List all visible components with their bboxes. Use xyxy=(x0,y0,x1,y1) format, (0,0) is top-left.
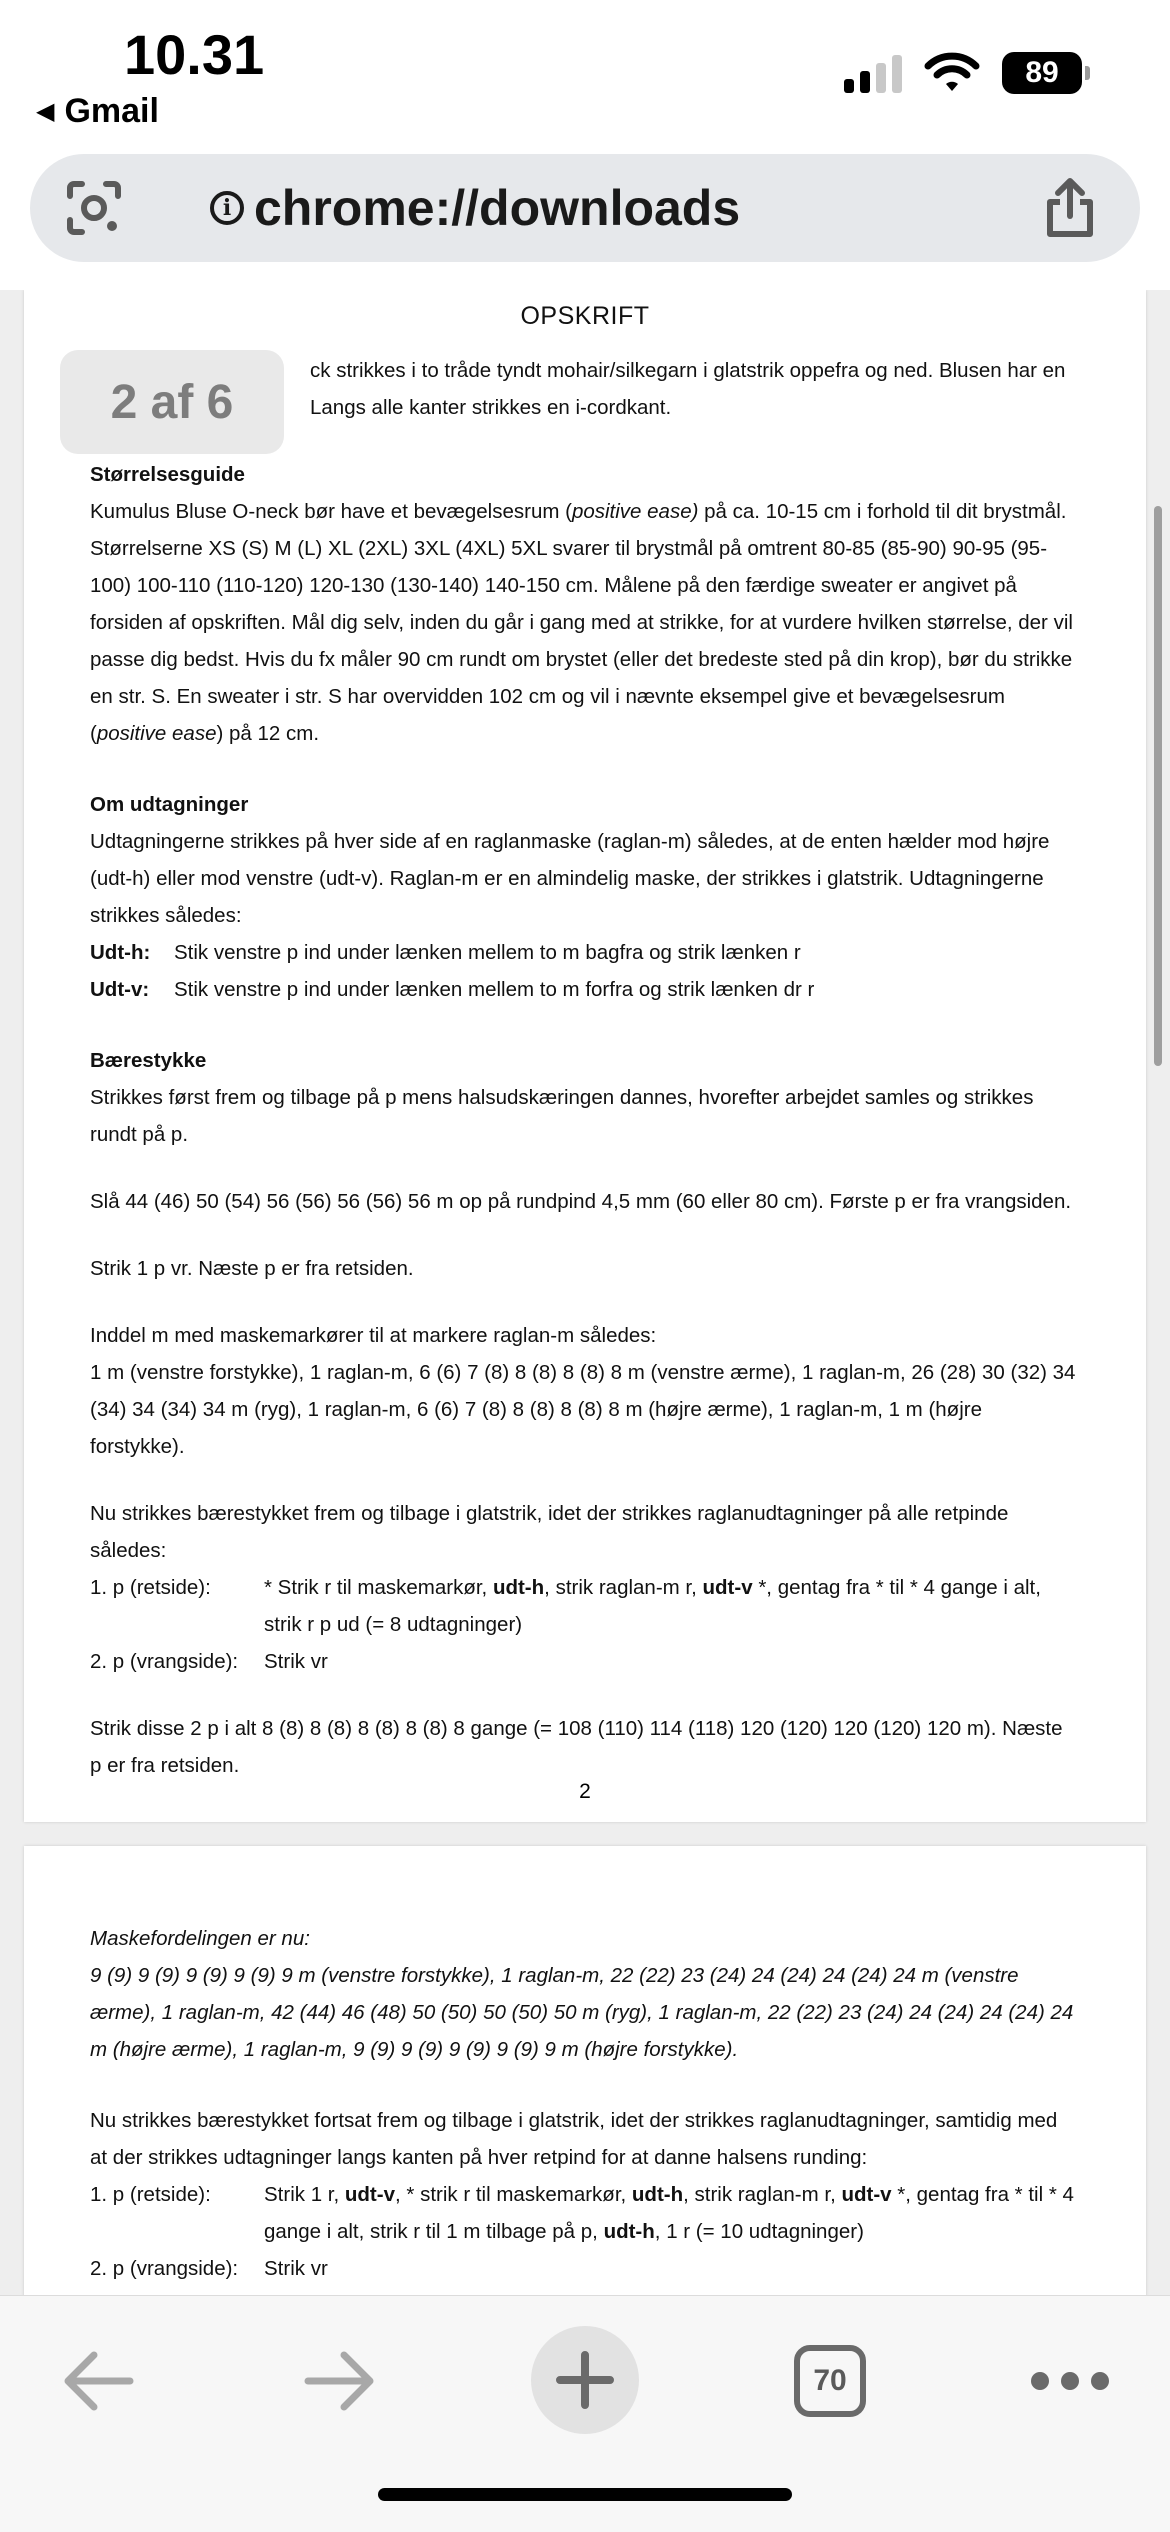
row-2-instruction: 2. p (vrangside): Strik vr xyxy=(90,1650,328,1673)
udt-h-row: Udt-h: Stik venstre p ind under lænken mellem to m bagfra og strik lænken r xyxy=(90,941,801,964)
wifi-icon xyxy=(924,52,980,94)
back-button[interactable] xyxy=(48,2326,148,2436)
row-1-instruction: 1. p (retside): Strik 1 r, udt-v, * strik r til maskemarkør, udt-h, strik raglan-m r, udt-v *, gentag fra * til * 4 gange i alt, strik r til 1 m tilbage på p, udt-h, 1 r (= 10 udtagninger) xyxy=(90,2183,1074,2243)
site-info-icon[interactable]: i xyxy=(210,191,244,225)
yoke-section xyxy=(90,1042,1078,1153)
address-bar[interactable] xyxy=(30,154,1140,262)
knit-rows-section: Nu strikkes bærestykket frem og tilbage i glatstrik, idet der strikkes raglanudtagninger på alle retpinde således: 1. p (retside): * Strik r til maskemarkør, udt-h, strik raglan-m r, udt-v *, gentag fra * til * 4 gange i alt, strik r p ud (= 8 udtagninger) 2. p (vrangside): Strik vr xyxy=(90,1495,1078,1680)
status-icons xyxy=(844,52,1090,94)
page-number: 2 xyxy=(579,1780,591,1803)
first-row-text: Strik 1 p vr. Næste p er fra retsiden. xyxy=(90,1257,414,1280)
address-area xyxy=(0,150,1170,290)
plus-icon xyxy=(556,2351,614,2409)
back-app-label: Gmail xyxy=(64,92,159,130)
more-menu-button[interactable] xyxy=(1010,2326,1130,2436)
markers-section: Inddel m med maskemarkører til at markere raglan-m således: 1 m (venstre forstykke), 1 raglan-m, 6 (6) 7 (8) 8 (8) 8 (8) 8 m (venstre ærme), 1 raglan-m, 26 (28) 30 (32) 34 (34) 34 (34) 34 m (ryg), 1 raglan-m, 6 (6) 7 (8) 8 (8) 8 (8) 8 m (højre ærme), 1 raglan-m, 1 m (højre forstykke). xyxy=(90,1324,1076,1458)
url-text: chrome://downloads xyxy=(254,180,741,236)
repeat-text: Strik disse 2 p i alt 8 (8) 8 (8) 8 (8) 8 (8) 8 gange (= 108 (110) 114 (118) 120 (120) 120 (120) 120 m). Næste p er fra retsiden. xyxy=(90,1717,1063,1777)
yoke-heading: Bærestykke xyxy=(90,1049,207,1072)
share-button[interactable] xyxy=(1040,176,1100,240)
pdf-viewer[interactable] xyxy=(0,290,1170,2295)
back-to-app-button[interactable] xyxy=(36,92,159,131)
continue-section: Nu strikkes bærestykket fortsat frem og tilbage i glatstrik, idet der strikkes raglanudtagninger, samtidig med at der strikkes udtagninger langs kanten på hver retpind for at danne halsens runding: 1. p (retside): Strik 1 r, udt-v, * strik r til maskemarkør, udt-h, strik raglan-m r, udt-v *, gentag fra * til * 4 gange i alt, strik r til 1 m tilbage på p, udt-h, 1 r (= 10 udtagninger) 2. p (vrangside): Strik vr xyxy=(90,2102,1078,2287)
increases-section xyxy=(90,786,1078,1008)
share-icon xyxy=(1040,176,1100,240)
pdf-page-3 xyxy=(24,1846,1146,2295)
tab-switcher-button[interactable] xyxy=(790,2326,870,2436)
row-2-instruction: 2. p (vrangside): Strik vr xyxy=(90,2257,328,2280)
yoke-text: Strikkes først frem og tilbage på p mens halsudskæringen dannes, hvorefter arbejdet samles og strikkes rundt på p. xyxy=(90,1086,1034,1146)
pdf-title: OPSKRIFT xyxy=(520,302,650,330)
cellular-signal-icon xyxy=(844,53,902,93)
cast-on-text: Slå 44 (46) 50 (54) 56 (56) 56 (56) 56 m op på rundpind 4,5 mm (60 eller 80 cm). Første p er fra vrangsiden. xyxy=(90,1190,1072,1213)
page-content xyxy=(90,352,1078,1814)
battery-level: 89 xyxy=(1002,52,1082,94)
size-guide-heading: Størrelsesguide xyxy=(90,463,245,486)
page-content xyxy=(90,1920,1078,2295)
increases-heading: Om udtagninger xyxy=(90,793,249,816)
home-indicator[interactable] xyxy=(378,2488,792,2501)
pdf-page-2 xyxy=(24,290,1146,1822)
lens-camera-icon[interactable] xyxy=(64,178,124,238)
back-triangle-icon: ◀ xyxy=(36,98,55,125)
new-tab-button[interactable] xyxy=(531,2326,639,2434)
url-display[interactable] xyxy=(210,154,740,262)
back-arrow-icon xyxy=(60,2349,136,2413)
distribution-section xyxy=(90,1920,1078,2068)
distribution-heading: Maskefordelingen er nu: xyxy=(90,1927,310,1950)
more-dots-icon xyxy=(1030,2369,1110,2393)
udt-v-row: Udt-v: Stik venstre p ind under lænken mellem to m forfra og strik lænken dr r xyxy=(90,978,815,1001)
forward-button[interactable] xyxy=(290,2326,390,2436)
tab-count: 70 xyxy=(794,2345,866,2417)
status-time: 10.31 xyxy=(124,23,265,86)
battery-icon xyxy=(1002,52,1090,94)
page-indicator: 2 af 6 xyxy=(60,350,284,454)
forward-arrow-icon xyxy=(302,2349,378,2413)
size-guide-section xyxy=(90,456,1078,752)
bottom-toolbar xyxy=(0,2295,1170,2532)
scrollbar[interactable] xyxy=(1154,506,1162,1066)
size-guide-text: Kumulus Bluse O-neck bør have et bevægelsesrum (positive ease) på ca. 10-15 cm i forhold til dit brystmål. Størrelserne XS (S) M (L) XL (2XL) 3XL (4XL) 5XL svarer til brystmål på omtrent 80-85 (85-90) 90-95 (95-100) 100-110 (110-120) 120-130 (130-140) 140-150 cm. Målene på den færdige sweater er angivet på forsiden af opskriften. Mål dig selv, inden du går i gang med at strikke, for at vurdere hvilken størrelse, der vil passe dig bedst. Hvis du fx måler 90 cm rundt om brystet (eller det bredeste sted på din krop), bør du strikke en str. S. En sweater i str. S har overvidden 102 cm og vil i nævnte eksempel give et bevægelsesrum (positive ease) på 12 cm. xyxy=(90,500,1073,745)
status-bar xyxy=(0,0,1170,150)
distribution-text: 9 (9) 9 (9) 9 (9) 9 (9) 9 m (venstre forstykke), 1 raglan-m, 22 (22) 23 (24) 24 (24) 24 (24) 24 m (venstre ærme), 1 raglan-m, 42 (44) 46 (48) 50 (50) 50 (50) 50 m (ryg), 1 raglan-m, 22 (22) 23 (24) 24 (24) 24 (24) 24 m (højre ærme), 1 raglan-m, 9 (9) 9 (9) 9 (9) 9 (9) 9 m (højre forstykke). xyxy=(90,1964,1074,2061)
intro-paragraph: ck strikkes i to tråde tyndt mohair/silkegarn i glatstrik oppefra og ned. Blusen har en Langs alle kanter strikkes en i-cordkant. xyxy=(310,359,1066,419)
row-1-instruction: 1. p (retside): * Strik r til maskemarkør, udt-h, strik raglan-m r, udt-v *, gentag fra * til * 4 gange i alt, strik r p ud (= 8 udtagninger) xyxy=(90,1576,1041,1636)
increases-text: Udtagningerne strikkes på hver side af en raglanmaske (raglan-m) således, at de enten hælder mod højre (udt-h) eller mod venstre (udt-v). Raglan-m er en almindelig maske, der strikkes i glatstrik. Udtagningerne strikkes således: xyxy=(90,830,1050,927)
